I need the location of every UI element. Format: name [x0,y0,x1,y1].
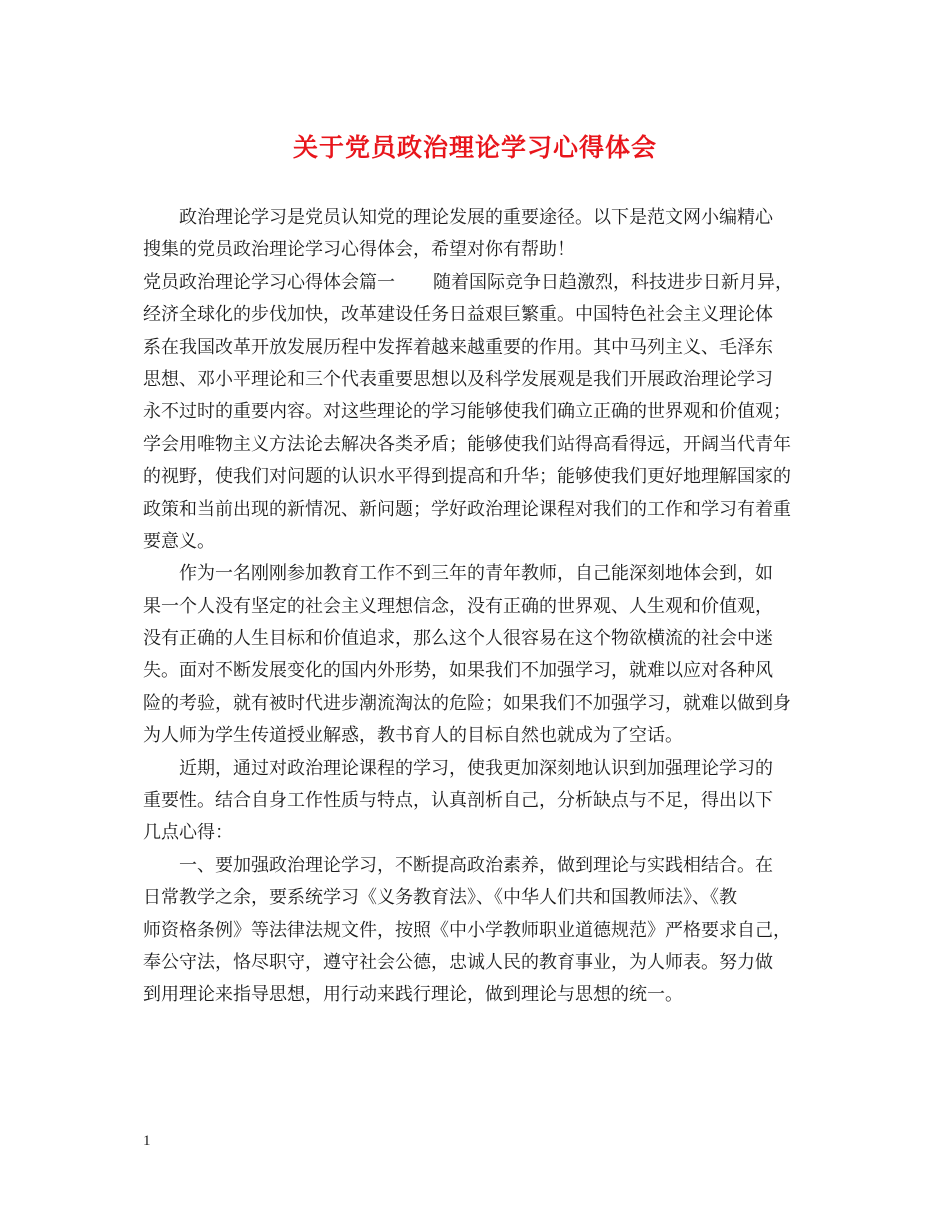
paragraph-line: 到用理论来指导思想，用行动来践行理论，做到理论与思想的统一。 [143,984,683,1006]
section-heading: 党员政治理论学习心得体会篇一 [143,271,395,293]
paragraph-line: 险的考验，就有被时代进步潮流淘汰的危险；如果我们不加强学习，就难以做到身 [143,692,791,714]
paragraph-line: 没有正确的人生目标和价值追求，那么这个人很容易在这个物欲横流的社会中迷 [143,628,773,650]
paragraph-line: 几点心得： [143,822,233,844]
paragraph-line: 经济全球化的步伐加快，改革建设任务日益艰巨繁重。中国特色社会主义理论体 [143,304,773,326]
paragraph-line: 奉公守法，恪尽职守，遵守社会公德，忠诚人民的教育事业，为人师表。努力做 [143,951,773,973]
paragraph-text: 随着国际竞争日趋激烈，科技进步日新月异， [433,271,793,293]
paragraph-line: 要意义。 [143,530,215,552]
document-body [143,202,823,1012]
page-number: 1 [143,1133,151,1149]
paragraph-line: 日常教学之余，要系统学习《义务教育法》、《中华人们共和国教师法》、《教 [143,887,737,909]
paragraph-line: 师资格条例》等法律法规文件，按照《中小学教师职业道德规范》严格要求自己， [143,919,791,941]
paragraph-line: 思想、邓小平理论和三个代表重要思想以及科学发展观是我们开展政治理论学习 [143,368,773,390]
paragraph-line: 政策和当前出现的新情况、新问题；学好政治理论课程对我们的工作和学习有着重 [143,498,791,520]
paragraph-line: 永不过时的重要内容。对这些理论的学习能够使我们确立正确的世界观和价值观； [143,401,791,423]
paragraph-line: 作为一名刚刚参加教育工作不到三年的青年教师，自己能深刻地体会到，如 [179,563,773,585]
paragraph-line: 的视野，使我们对问题的认识水平得到提高和升华；能够使我们更好地理解国家的 [143,466,791,488]
paragraph-line: 搜集的党员政治理论学习心得体会，希望对你有帮助！ [143,239,575,261]
paragraph-line: 果一个人没有坚定的社会主义理想信念，没有正确的世界观、人生观和价值观， [143,595,773,617]
paragraph-line: 近期，通过对政治理论课程的学习，使我更加深刻地认识到加强理论学习的 [179,757,773,779]
paragraph-line: 系在我国改革开放发展历程中发挥着越来越重要的作用。其中马列主义、毛泽东 [143,336,773,358]
paragraph-line: 学会用唯物主义方法论去解决各类矛盾；能够使我们站得高看得远，开阔当代青年 [143,433,791,455]
document-title: 关于党员政治理论学习心得体会 [292,133,657,162]
paragraph-line: 失。面对不断发展变化的国内外形势，如果我们不加强学习，就难以应对各种风 [143,660,773,682]
paragraph-line: 为人师为学生传道授业解惑，教书育人的目标自然也就成为了空话。 [143,725,683,747]
paragraph-line: 一、要加强政治理论学习，不断提高政治素养，做到理论与实践相结合。在 [179,854,773,876]
paragraph-line: 政治理论学习是党员认知党的理论发展的重要途径。以下是范文网小编精心 [179,207,773,228]
paragraph-line: 重要性。结合自身工作性质与特点，认真剖析自己，分析缺点与不足，得出以下 [143,790,773,812]
paragraph-line-with-heading [143,267,823,299]
